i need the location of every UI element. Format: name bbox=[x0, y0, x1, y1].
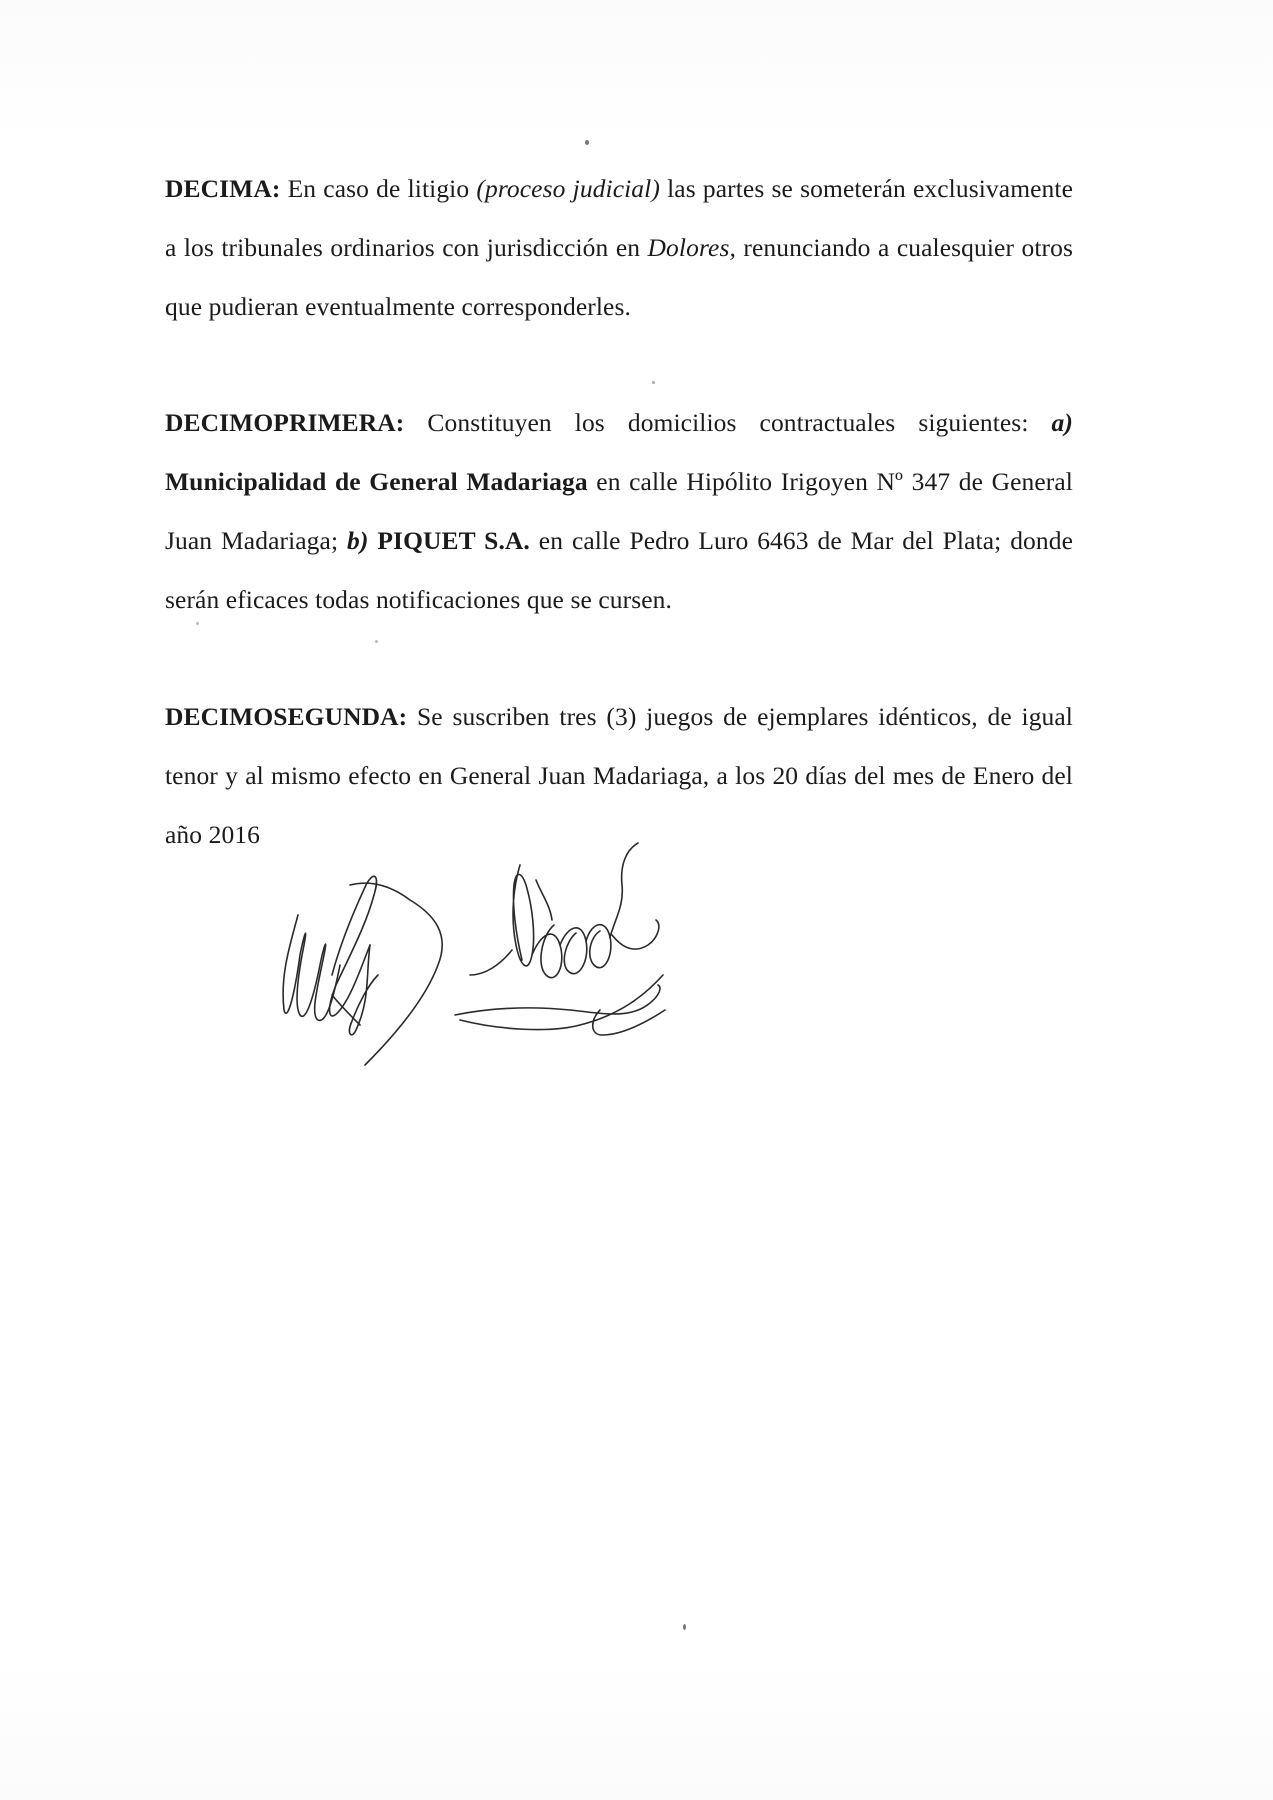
clause-text: Se suscriben tres (3) juegos de ejemplares idénticos, de igual bbox=[407, 702, 1073, 731]
clause-text: que pudieran eventualmente corresponderles. bbox=[165, 292, 631, 321]
clause-italic-text: Dolores, bbox=[647, 233, 736, 262]
party-name: Municipalidad de General Madariaga bbox=[165, 467, 588, 496]
list-marker: b) bbox=[347, 526, 369, 555]
clause-decimoprimera bbox=[165, 393, 1073, 629]
clause-text: en calle Hipólito Irigoyen Nº 347 de General bbox=[587, 467, 1073, 496]
party-name: PIQUET S.A. bbox=[368, 526, 530, 555]
clause-line bbox=[165, 277, 1073, 336]
clause-heading: DECIMOPRIMERA: bbox=[165, 408, 405, 437]
clause-line bbox=[165, 570, 1073, 629]
clause-line bbox=[165, 393, 1073, 452]
clause-line bbox=[165, 159, 1073, 218]
list-marker: a) bbox=[1051, 408, 1073, 437]
clause-text: año 2016 bbox=[165, 820, 260, 849]
signature-right bbox=[455, 843, 665, 1035]
clause-text: renunciando a cualesquier otros bbox=[735, 233, 1074, 262]
clause-text: Juan Madariaga; bbox=[165, 526, 348, 555]
clause-text: serán eficaces todas notificaciones que se cursen. bbox=[165, 585, 672, 614]
clause-heading: DECIMOSEGUNDA: bbox=[165, 702, 408, 731]
clause-italic-text: (proceso judicial) bbox=[476, 174, 660, 203]
clause-line bbox=[165, 452, 1073, 511]
signature-left bbox=[283, 876, 442, 1065]
clause-text: a los tribunales ordinarios con jurisdicción en bbox=[165, 233, 648, 262]
signatures bbox=[270, 825, 790, 1085]
clause-text: tenor y al mismo efecto en General Juan Madariaga, a los 20 días del mes de Enero del bbox=[165, 761, 1073, 790]
clause-line bbox=[165, 687, 1073, 746]
clause-text: En caso de litigio bbox=[280, 174, 477, 203]
clause-text: las partes se someterán exclusivamente bbox=[659, 174, 1073, 203]
clause-text: en calle Pedro Luro 6463 de Mar del Plata; donde bbox=[529, 526, 1074, 555]
clause-line bbox=[165, 746, 1073, 805]
scan-speck bbox=[652, 381, 655, 384]
scan-speck bbox=[683, 1624, 686, 1630]
clause-line bbox=[165, 511, 1073, 570]
clause-decima bbox=[165, 159, 1073, 336]
scan-speck bbox=[585, 140, 589, 145]
scan-speck bbox=[375, 640, 378, 643]
clause-line bbox=[165, 218, 1073, 277]
clause-heading: DECIMA: bbox=[165, 174, 281, 203]
clause-text: Constituyen los domicilios contractuales siguientes: bbox=[404, 408, 1052, 437]
